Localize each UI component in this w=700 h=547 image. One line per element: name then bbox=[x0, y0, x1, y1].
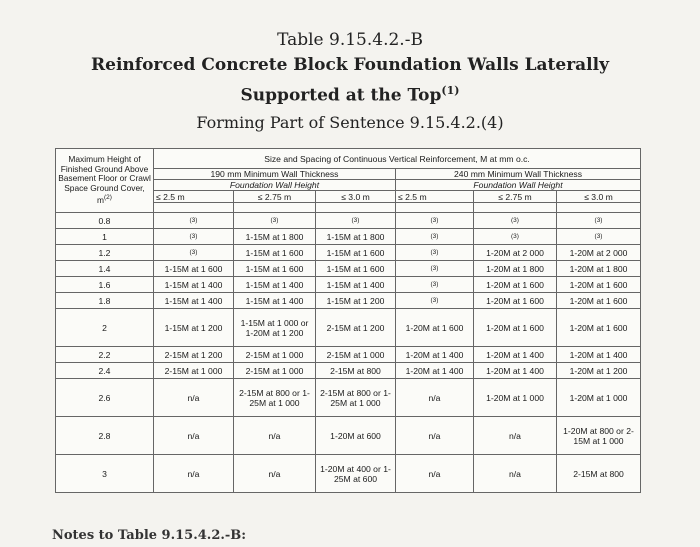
reinforcement-cell: 2-15M at 800 or 1-25M at 1 000 bbox=[316, 379, 396, 417]
foundation-height-190: Foundation Wall Height bbox=[154, 180, 396, 191]
reinforcement-cell: 1-15M at 1 800 bbox=[316, 229, 396, 245]
reinforcement-cell: 1-20M at 1 400 bbox=[474, 347, 557, 363]
reinforcement-cell: 1-20M at 1 200 bbox=[557, 363, 641, 379]
reinforcement-cell: 1-15M at 1 600 bbox=[234, 261, 316, 277]
wall-height-header: ≤ 2.75 m bbox=[474, 191, 557, 203]
notes-heading: Notes to Table 9.15.4.2.-B: bbox=[52, 528, 247, 543]
row-height-value: 1 bbox=[56, 229, 154, 245]
reinforcement-cell: 1-20M at 1 600 bbox=[474, 293, 557, 309]
row-height-value: 3 bbox=[56, 455, 154, 493]
reinforcement-cell: (3) bbox=[557, 213, 641, 229]
reinforcement-cell: 1-15M at 1 400 bbox=[234, 277, 316, 293]
reinforcement-cell: n/a bbox=[474, 455, 557, 493]
reinforcement-cell: 1-15M at 1 400 bbox=[234, 293, 316, 309]
reinforcement-cell: (3) bbox=[396, 277, 474, 293]
reinforcement-cell: 1-20M at 2 000 bbox=[557, 245, 641, 261]
row-height-value: 2.2 bbox=[56, 347, 154, 363]
table-row bbox=[56, 229, 641, 245]
table-row bbox=[56, 379, 641, 417]
wall-height-header: ≤ 2.5 m bbox=[396, 191, 474, 203]
table-title: Reinforced Concrete Block Foundation Walls Laterally Supported at the Top$^{(1)}$ bbox=[91, 55, 609, 106]
reinforcement-cell: 1-20M at 1 600 bbox=[396, 309, 474, 347]
table-row bbox=[56, 309, 641, 347]
reinforcement-cell: 2-15M at 1 000 bbox=[234, 363, 316, 379]
reinforcement-cell: 2-15M at 1 000 bbox=[234, 347, 316, 363]
reinforcement-cell: 1-15M at 1 400 bbox=[154, 277, 234, 293]
reinforcement-cell: n/a bbox=[154, 455, 234, 493]
reinforcement-cell: (3) bbox=[474, 229, 557, 245]
reinforcement-cell: 1-20M at 1 400 bbox=[557, 347, 641, 363]
row-height-value: 2.6 bbox=[56, 379, 154, 417]
header-spacer bbox=[316, 203, 396, 213]
table-row bbox=[56, 417, 641, 455]
row-height-value: 1.8 bbox=[56, 293, 154, 309]
reinforcement-cell: 2-15M at 800 or 1-25M at 1 000 bbox=[234, 379, 316, 417]
reinforcement-cell: n/a bbox=[396, 455, 474, 493]
table-row bbox=[56, 293, 641, 309]
reinforcement-cell: n/a bbox=[154, 379, 234, 417]
thickness-240-header: 240 mm Minimum Wall Thickness bbox=[396, 169, 641, 180]
reinforcement-cell: 1-20M at 1 600 bbox=[557, 293, 641, 309]
header-spacer bbox=[396, 203, 474, 213]
reinforcement-cell: 1-20M at 1 000 bbox=[474, 379, 557, 417]
reinforcement-cell: n/a bbox=[154, 417, 234, 455]
col1-footnote: (2) bbox=[104, 194, 112, 202]
reinforcement-cell: 1-20M at 1 400 bbox=[396, 347, 474, 363]
row-height-value: 2.4 bbox=[56, 363, 154, 379]
reinforcement-cell: 2-15M at 800 bbox=[316, 363, 396, 379]
reinforcement-table bbox=[55, 148, 641, 493]
reinforcement-cell: 1-15M at 1 800 bbox=[234, 229, 316, 245]
reinforcement-cell: 2-15M at 1 000 bbox=[154, 363, 234, 379]
reinforcement-cell: 2-15M at 1 200 bbox=[316, 309, 396, 347]
header-spacer bbox=[234, 203, 316, 213]
row-height-value: 0.8 bbox=[56, 213, 154, 229]
wall-height-header: ≤ 2.5 m bbox=[154, 191, 234, 203]
reinforcement-cell: 2-15M at 1 000 bbox=[316, 347, 396, 363]
reinforcement-cell: (3) bbox=[396, 261, 474, 277]
wall-height-header: ≤ 3.0 m bbox=[316, 191, 396, 203]
reinforcement-cell: 1-20M at 2 000 bbox=[474, 245, 557, 261]
reinforcement-cell: (3) bbox=[396, 213, 474, 229]
reinforcement-cell: (3) bbox=[396, 293, 474, 309]
row-height-value: 2 bbox=[56, 309, 154, 347]
reinforcement-cell: (3) bbox=[234, 213, 316, 229]
reinforcement-cell: 1-15M at 1 200 bbox=[316, 293, 396, 309]
reinforcement-cell: 1-20M at 1 400 bbox=[396, 363, 474, 379]
reinforcement-cell: n/a bbox=[474, 417, 557, 455]
reinforcement-cell: n/a bbox=[234, 417, 316, 455]
col1-header: Maximum Height of Finished Ground Above Basement Floor or Crawl Space Ground Cover, m$^{(2)}$ bbox=[56, 149, 154, 213]
reinforcement-cell: n/a bbox=[234, 455, 316, 493]
table-number: Table 9.15.4.2.-B bbox=[277, 30, 423, 50]
reinforcement-cell: 1-15M at 1 600 bbox=[154, 261, 234, 277]
reinforcement-cell: 1-20M at 1 800 bbox=[474, 261, 557, 277]
reinforcement-cell: 2-15M at 1 200 bbox=[154, 347, 234, 363]
title-block bbox=[0, 28, 700, 135]
wall-height-header: ≤ 2.75 m bbox=[234, 191, 316, 203]
reinforcement-cell: 1-15M at 1 000 or 1-20M at 1 200 bbox=[234, 309, 316, 347]
reinforcement-cell: 1-15M at 1 400 bbox=[316, 277, 396, 293]
row-height-value: 1.6 bbox=[56, 277, 154, 293]
reinforcement-cell: n/a bbox=[396, 379, 474, 417]
title-footnote: (1) bbox=[441, 84, 460, 97]
thickness-190-header: 190 mm Minimum Wall Thickness bbox=[154, 169, 396, 180]
foundation-height-240: Foundation Wall Height bbox=[396, 180, 641, 191]
reinforcement-cell: 2-15M at 800 bbox=[557, 455, 641, 493]
reinforcement-cell: 1-20M at 1 800 bbox=[557, 261, 641, 277]
reinforcement-cell: (3) bbox=[557, 229, 641, 245]
reinforcement-cell: (3) bbox=[154, 245, 234, 261]
reinforcement-cell: 1-15M at 1 600 bbox=[316, 261, 396, 277]
reinforcement-cell: (3) bbox=[474, 213, 557, 229]
reinforcement-cell: 1-20M at 1 600 bbox=[557, 277, 641, 293]
header-spacer bbox=[474, 203, 557, 213]
row-height-value: 1.2 bbox=[56, 245, 154, 261]
table-row bbox=[56, 363, 641, 379]
table-row bbox=[56, 261, 641, 277]
reinforcement-cell: (3) bbox=[154, 213, 234, 229]
table-row bbox=[56, 277, 641, 293]
header-spacer bbox=[557, 203, 641, 213]
table-row bbox=[56, 347, 641, 363]
reinforcement-cell: 1-15M at 1 200 bbox=[154, 309, 234, 347]
table-row bbox=[56, 213, 641, 229]
reinforcement-cell: 1-20M at 800 or 2-15M at 1 000 bbox=[557, 417, 641, 455]
wall-height-header: ≤ 3.0 m bbox=[557, 191, 641, 203]
header-spacer bbox=[154, 203, 234, 213]
reinforcement-cell: 1-20M at 1 600 bbox=[474, 277, 557, 293]
table-row bbox=[56, 245, 641, 261]
reinforcement-cell: 1-15M at 1 400 bbox=[154, 293, 234, 309]
reinforcement-cell: 1-20M at 1 600 bbox=[474, 309, 557, 347]
reinforcement-cell: 1-20M at 1 000 bbox=[557, 379, 641, 417]
reinforcement-cell: 1-20M at 1 600 bbox=[557, 309, 641, 347]
reinforcement-cell: 1-15M at 1 600 bbox=[234, 245, 316, 261]
table-subtitle: Forming Part of Sentence 9.15.4.2.(4) bbox=[196, 112, 504, 132]
table-row bbox=[56, 455, 641, 493]
reinforcement-cell: (3) bbox=[396, 229, 474, 245]
reinforcement-cell: 1-15M at 1 600 bbox=[316, 245, 396, 261]
reinforcement-cell: 1-20M at 400 or 1-25M at 600 bbox=[316, 455, 396, 493]
row-height-value: 1.4 bbox=[56, 261, 154, 277]
reinforcement-cell: (3) bbox=[396, 245, 474, 261]
reinforcement-cell: n/a bbox=[396, 417, 474, 455]
reinforcement-cell: 1-20M at 1 400 bbox=[474, 363, 557, 379]
group-header: Size and Spacing of Continuous Vertical Reinforcement, M at mm o.c. bbox=[154, 149, 641, 169]
reinforcement-cell: 1-20M at 600 bbox=[316, 417, 396, 455]
row-height-value: 2.8 bbox=[56, 417, 154, 455]
reinforcement-cell: (3) bbox=[154, 229, 234, 245]
reinforcement-cell: (3) bbox=[316, 213, 396, 229]
